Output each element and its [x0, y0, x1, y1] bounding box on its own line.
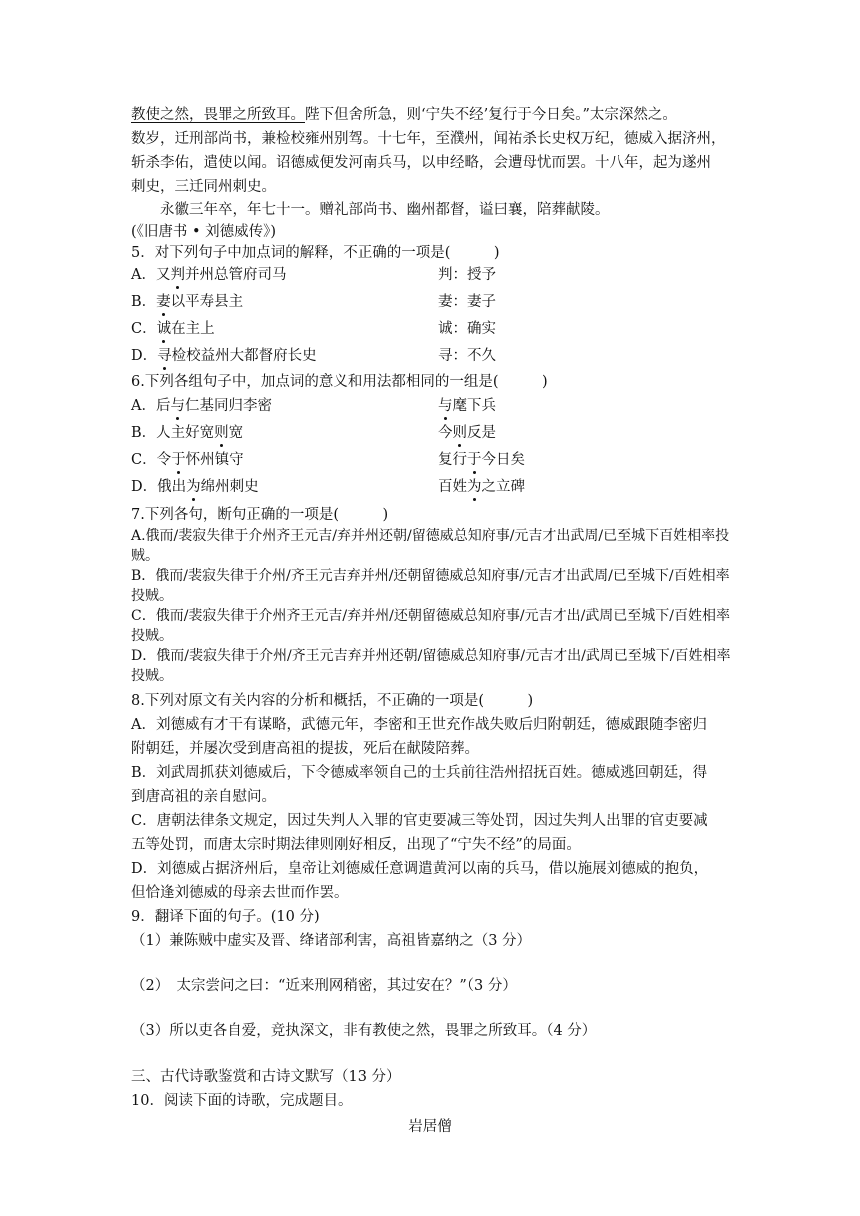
dotted-word: 则 — [214, 422, 229, 444]
q5-option-a: A．又判并州总管府司马 — [131, 264, 286, 286]
q8-option-a-line1: A．刘德威有才干有谋略，武德元年，李密和王世充作战失败后归附朝廷，德威跟随李密归 — [131, 717, 707, 733]
q6-option-d-right: 百姓为之立碑 — [438, 476, 525, 498]
dotted-word: 则 — [453, 422, 468, 444]
q7-option-c: C．俄而/裴寂失律于介州齐王元吉/弃并州/还朝留德威总知府事/元吉才出/武周已至城下/百姓相率投贼。 — [131, 608, 731, 644]
q7-stem: 7.下列各句，断句正确的一项是( ) — [131, 507, 389, 523]
passage-line-4: 刺史，三迁同州刺史。 — [131, 179, 276, 195]
q7-option-a: A.俄而/裴寂失律于介州齐王元吉/弃并州还朝/留德威总知府事/元吉才出武周/已至城下百姓相率投贼。 — [131, 528, 730, 564]
dotted-word: 诚 — [157, 318, 172, 340]
q6-option-b-right: 今则反是 — [438, 422, 496, 444]
q5-option-b: B．妻以平寿县主 — [131, 291, 243, 313]
q6-option-c-right: 复行于今日矣 — [438, 449, 525, 471]
q9-stem: 9．翻译下面的句子。(10 分) — [131, 909, 320, 925]
q9-sentence-3: （3）所以吏各自爱，竞执深文，非有教使之然，畏罪之所致耳。（4 分） — [131, 1023, 597, 1039]
q8-option-b-line1: B．刘武周抓获刘德威后，下令德威率领自己的士兵前往浩州招抚百姓。德威逃回朝廷，得 — [131, 765, 708, 781]
dotted-word: 为 — [186, 476, 201, 498]
q8-stem: 8.下列对原文有关内容的分析和概括，不正确的一项是( ) — [131, 693, 534, 709]
q7-option-b: B．俄而/裴寂失律于介州/齐王元吉弃并州/还朝留德威总知府事/元吉才出武周/已至城下/百姓相率投贼。 — [131, 568, 730, 604]
dotted-word: 于 — [171, 449, 186, 471]
q8-option-c-line2: 五等处罚，而唐太宗时期法律则刚好相反，出现了“宁失不经”的局面。 — [131, 837, 581, 853]
q6-option-d-left: D．俄出为绵州刺史 — [131, 476, 259, 498]
q8-option-d-line1: D．刘德威占据济州后，皇帝让刘德威任意调遣黄河以南的兵马，借以施展刘德威的抱负， — [131, 861, 709, 877]
passage-line-2: 数岁，迁刑部尚书，兼检校雍州别驾。十七年，至濮州，闻祐杀长史权万纪，德威入据济州， — [131, 131, 726, 147]
q5-gloss-d: 寻：不久 — [438, 348, 496, 364]
passage-line-5: 永徽三年卒，年七十一。赠礼部尚书、幽州都督，谥曰襄，陪葬献陵。 — [160, 202, 610, 218]
q8-option-c-line1: C．唐朝法律条文规定，因过失判人入罪的官吏要减三等处罚，因过失判人出罪的官吏要减 — [131, 813, 708, 829]
q7-option-d: D．俄而/裴寂失律于介州/齐王元吉弃并州还朝/留德威总知府事/元吉才出/武周已至城下/百姓相率投贼。 — [131, 648, 731, 684]
dotted-word: 与 — [170, 395, 185, 417]
dotted-word: 于 — [467, 449, 482, 471]
dotted-word: 判 — [170, 264, 185, 286]
q5-gloss-b: 妻：妻子 — [438, 294, 496, 310]
q6-option-b-left: B．人主好宽则宽 — [131, 422, 243, 444]
q8-option-d-line2: 但恰逢刘德威的母亲去世而作罢。 — [131, 885, 349, 901]
q8-option-b-line2: 到唐高祖的亲自慰问。 — [131, 789, 276, 805]
q6-stem: 6.下列各组句子中，加点词的意义和用法都相同的一组是( ) — [131, 374, 548, 390]
q9-sentence-2: （2） 太宗尝问之曰：“近来刑网稍密，其过安在？”（3 分） — [131, 978, 517, 994]
q8-option-a-line2: 附朝廷，并屡次受到唐高祖的提拔，死后在献陵陪葬。 — [131, 741, 479, 757]
passage-source: (《旧唐书 • 刘德威传》) — [131, 224, 277, 240]
dotted-word: 为 — [467, 476, 482, 498]
q5-option-d: D．寻检校益州大都督府长史 — [131, 345, 317, 367]
poem-title: 岩居僧 — [408, 1119, 452, 1135]
q6-option-a-left: A．后与仁基同归李密 — [131, 395, 272, 417]
passage-line-3: 斩杀李佑，遣使以闻。诏德威便发河南兵马，以申经略，会遭母忧而罢。十八年，起为遂州 — [131, 155, 711, 171]
section-heading: 三、古代诗歌鉴赏和古诗文默写（13 分） — [131, 1069, 401, 1085]
q5-gloss-a: 判：授予 — [438, 267, 496, 283]
underlined-phrase: 教使之然，畏罪之所致耳。 — [131, 107, 305, 123]
q5-stem: 5．对下列句子中加点词的解释，不正确的一项是( ) — [131, 245, 500, 261]
dotted-word: 妻 — [156, 291, 171, 313]
q9-sentence-1: （1）兼陈贼中虚实及晋、绛诸部利害，高祖皆嘉纳之（3 分） — [131, 933, 532, 949]
passage-line-1: 教使之然，畏罪之所致耳。陛下但舍所急，则‘宁失不经’复行于今日矣。”太宗深然之。 — [131, 107, 677, 123]
dotted-word: 与 — [438, 395, 453, 417]
q5-gloss-c: 诚：确实 — [438, 321, 496, 337]
q6-option-c-left: C．令于怀州镇守 — [131, 449, 244, 471]
q10-stem: 10．阅读下面的诗歌，完成题目。 — [131, 1093, 353, 1109]
q6-option-a-right: 与麾下兵 — [438, 395, 496, 417]
dotted-word: 寻 — [157, 345, 172, 367]
q5-option-c: C．诚在主上 — [131, 318, 215, 340]
